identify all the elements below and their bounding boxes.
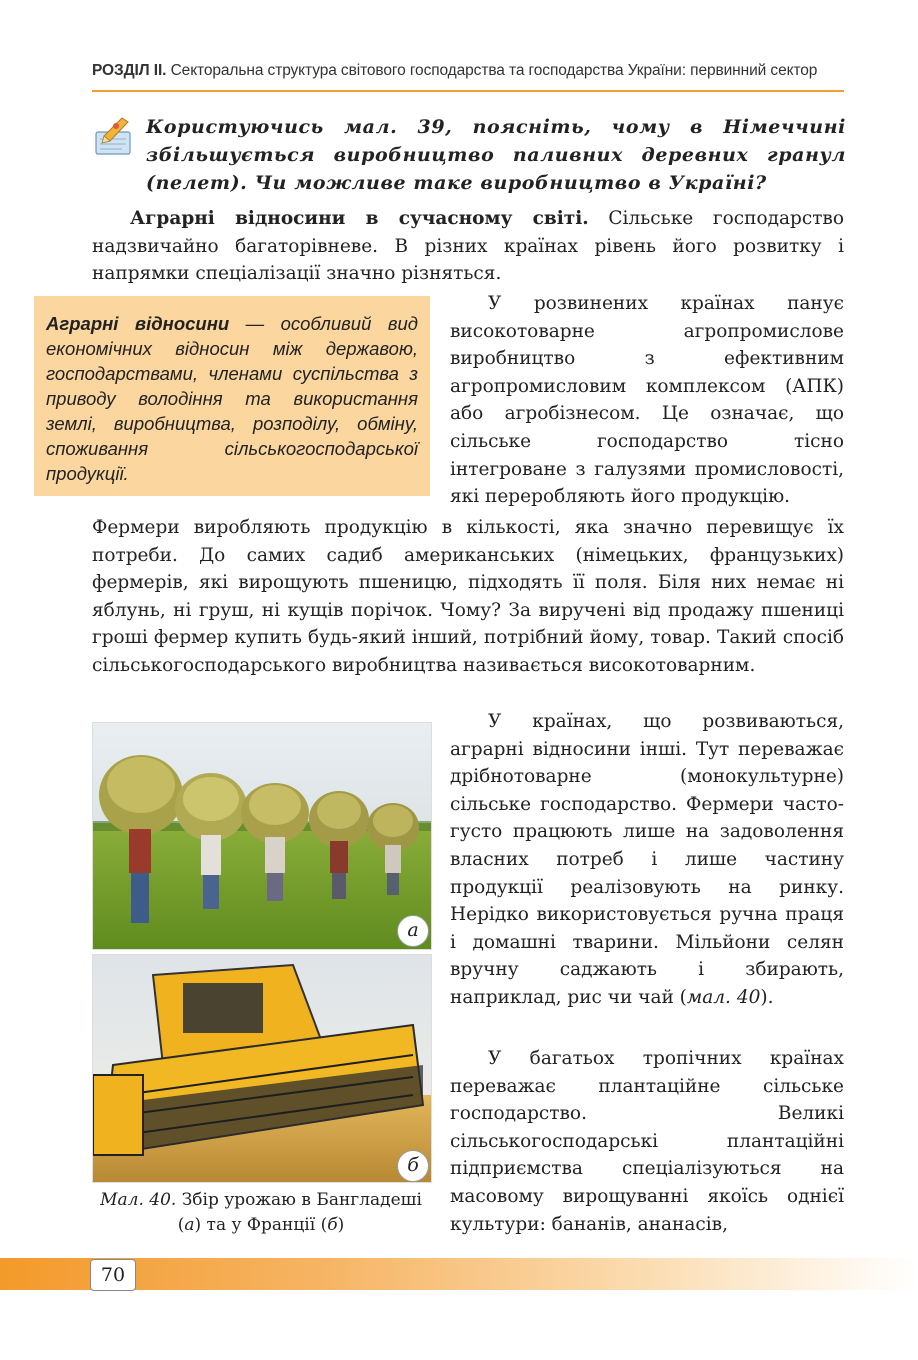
page-number: 70 [90, 1259, 136, 1291]
caption-ref: Мал. 40. [100, 1190, 177, 1210]
running-header [92, 62, 844, 80]
figure-label-b: б [397, 1150, 429, 1182]
photo-france-combine [92, 954, 432, 1183]
caption-mid: ) та у Франції ( [194, 1215, 328, 1235]
footer-bar [0, 1258, 918, 1290]
figure-caption [92, 1188, 430, 1238]
header-divider [92, 90, 844, 92]
pencil-notebook-icon [92, 114, 136, 158]
definition-body: — особливий вид економічних відносин між державою, господарствами, членами суспільства з приводу володіння та використання землі, виробництва, розподілу, обміну, споживання сільськогосподарської продукції. [46, 313, 418, 484]
caption-b: б [327, 1215, 338, 1235]
developing-text-end: ). [760, 986, 774, 1008]
paragraph-tropical: У багатьох тропічних країнах переважає плантаційне сільське господарство. Великі сільськогосподарські плантаційні підприємства спеціалізуються на масовому вирощуванні якоїсь однієї культури: бананів, ананасів, [450, 1048, 844, 1235]
intro-text: Сільське господарство надзвичайно багаторівневе. В різних країнах рівень його розвитку і напрямки спеціалізації значно різняться. [92, 208, 844, 285]
caption-end: ) [337, 1215, 345, 1235]
task-question: Користуючись мал. 39, поясніть, чому в Німеччині збільшується виробництво паливних деревних гранул (пелет). Чи можливе таке виробництво в Україні? [146, 116, 846, 194]
section-title: Секторальна структура світового господарства та господарства України: первинний сектор [170, 62, 818, 79]
paragraph-developed: У розвинених країнах панує високотоварне агропромислове виробництво з ефективним агропромисловим комплексом (АПК) або агробізнесом. Це означає, що сільське господарство тісно інтегроване з галузями промисловості, які переробляють його продукцію. [450, 293, 844, 508]
developing-figure-ref: мал. 40 [686, 986, 761, 1008]
figure-label-a: а [397, 915, 429, 947]
intro-paragraph [92, 205, 844, 288]
paragraph-farmers: Фермери виробляють продукцію в кількості, яка значно перевищує їх потреби. До самих садиб американських (німецьких, французьких) фермерів, які вирощують пшеницю, підходять її поля. Біля них немає ні яблунь, ні груш, ні кущів порічок. Чому? За виручені від продажу пшениці гроші фермер купить будь-який інший, потрібний йому, товар. Такий спосіб сільськогосподарського виробництва називається високотоварним. [92, 517, 844, 676]
intro-heading: Аграрні відносини в сучасному світі. [130, 208, 589, 229]
caption-text: Збір урожаю в Бангладеші ( [176, 1190, 422, 1235]
photo-bangladesh-harvest [92, 722, 432, 950]
caption-a: а [184, 1215, 195, 1235]
paragraph-developing [450, 708, 844, 1012]
definition-term: Аграрні відносини [46, 313, 230, 334]
definition-text [46, 311, 418, 486]
developing-text: У країнах, що розвиваються, аграрні відносини інші. Тут переважає дрібнотоварне (монокультурне) сільське господарство. Фермери часто-густо працюють лише на задоволення власних потреб і лише частину продукції реалізовують на ринку. Нерідко використовується ручна праця і домашні тварини. Мільйони селян вручну саджають і збирають, наприклад, рис чи чай ( [450, 711, 844, 1008]
section-label: РОЗДІЛ ІІ. [92, 62, 167, 79]
